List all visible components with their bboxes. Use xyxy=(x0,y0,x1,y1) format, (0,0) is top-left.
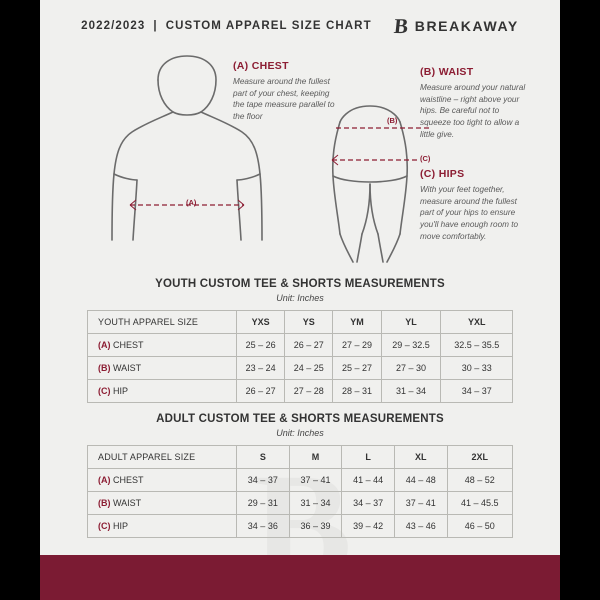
chest-measure-tag: (A) xyxy=(186,198,197,207)
callout-waist xyxy=(420,66,532,140)
adult-row-2-tag: (C) xyxy=(98,521,111,531)
youth-col-3: YM xyxy=(333,311,381,334)
adult-row-0-name: CHEST xyxy=(113,475,144,485)
youth-col-4: YL xyxy=(381,311,441,334)
youth-cell-0-4: 32.5 – 35.5 xyxy=(441,334,513,357)
callout-waist-text: Measure around your natural waistline – right above your hips. Be careful not to squeeze too tight to allow a little give. xyxy=(420,83,526,139)
document-header xyxy=(40,0,560,52)
adult-col-2: M xyxy=(289,446,342,469)
table-row xyxy=(88,380,513,403)
adult-cell-2-0: 34 – 36 xyxy=(237,515,290,538)
adult-col-5: 2XL xyxy=(447,446,512,469)
youth-col-2: YS xyxy=(285,311,333,334)
adult-cell-1-1: 31 – 34 xyxy=(289,492,342,515)
youth-cell-1-1: 24 – 25 xyxy=(285,357,333,380)
adult-row-1-tag: (B) xyxy=(98,498,111,508)
youth-size-table xyxy=(87,310,513,403)
youth-cell-2-2: 28 – 31 xyxy=(333,380,381,403)
adult-cell-0-3: 44 – 48 xyxy=(394,469,447,492)
adult-row-1-label xyxy=(88,492,237,515)
adult-col-4: XL xyxy=(394,446,447,469)
adult-cell-1-0: 29 – 31 xyxy=(237,492,290,515)
brand-name: BREAKAWAY xyxy=(414,18,519,34)
youth-cell-1-4: 30 – 33 xyxy=(441,357,513,380)
youth-col-5: YXL xyxy=(441,311,513,334)
youth-row-1-tag: (B) xyxy=(98,363,111,373)
youth-row-0-tag: (A) xyxy=(98,340,111,350)
youth-row-1-label xyxy=(88,357,237,380)
youth-cell-2-4: 34 – 37 xyxy=(441,380,513,403)
adult-section-title: ADULT CUSTOM TEE & SHORTS MEASUREMENTS xyxy=(156,413,444,425)
adult-cell-0-2: 41 – 44 xyxy=(342,469,395,492)
youth-cell-2-0: 26 – 27 xyxy=(237,380,285,403)
youth-cell-1-3: 27 – 30 xyxy=(381,357,441,380)
adult-row-0-label xyxy=(88,469,237,492)
adult-table-header-row xyxy=(88,446,513,469)
adult-row-2-label xyxy=(88,515,237,538)
table-row xyxy=(88,357,513,380)
callout-waist-title: (B) WAIST xyxy=(420,66,474,78)
adult-cell-2-1: 36 – 39 xyxy=(289,515,342,538)
youth-cell-0-1: 26 – 27 xyxy=(285,334,333,357)
waist-measure-tag: (B) xyxy=(387,116,398,125)
measurement-diagram xyxy=(40,50,560,265)
adult-cell-1-3: 37 – 41 xyxy=(394,492,447,515)
youth-section-subtitle: Unit: Inches xyxy=(276,293,324,303)
callout-hips-title: (C) HIPS xyxy=(420,168,465,180)
table-row xyxy=(88,334,513,357)
youth-row-2-tag: (C) xyxy=(98,386,111,396)
youth-cell-2-1: 27 – 28 xyxy=(285,380,333,403)
adult-row-2-name: HIP xyxy=(113,521,129,531)
table-row xyxy=(88,469,513,492)
adult-col-3: L xyxy=(342,446,395,469)
adult-col-0: ADULT APPAREL SIZE xyxy=(88,446,237,469)
brand-mark-icon: B xyxy=(392,13,410,38)
adult-cell-0-4: 48 – 52 xyxy=(447,469,512,492)
callout-chest-title: (A) CHEST xyxy=(233,60,289,72)
table-row xyxy=(88,492,513,515)
adult-cell-2-3: 43 – 46 xyxy=(394,515,447,538)
header-separator: | xyxy=(153,20,158,32)
youth-cell-0-3: 29 – 32.5 xyxy=(381,334,441,357)
adult-cell-1-2: 34 – 37 xyxy=(342,492,395,515)
youth-cell-1-0: 23 – 24 xyxy=(237,357,285,380)
adult-row-0-tag: (A) xyxy=(98,475,111,485)
adult-cell-2-2: 39 – 42 xyxy=(342,515,395,538)
youth-table-header-row xyxy=(88,311,513,334)
header-year: 2022/2023 xyxy=(81,20,146,32)
adult-cell-0-1: 37 – 41 xyxy=(289,469,342,492)
youth-row-1-name: WAIST xyxy=(113,363,142,373)
youth-cell-0-0: 25 – 26 xyxy=(237,334,285,357)
adult-cell-1-4: 41 – 45.5 xyxy=(447,492,512,515)
youth-cell-2-3: 31 – 34 xyxy=(381,380,441,403)
adult-size-table xyxy=(87,445,513,538)
callout-chest xyxy=(233,60,338,123)
youth-row-2-label xyxy=(88,380,237,403)
footer-band xyxy=(40,555,560,600)
youth-row-0-label xyxy=(88,334,237,357)
page-title: CUSTOM APPAREL SIZE CHART xyxy=(165,20,372,32)
youth-col-0: YOUTH APPAREL SIZE xyxy=(88,311,237,334)
youth-row-0-name: CHEST xyxy=(113,340,144,350)
callout-hips xyxy=(420,168,532,242)
size-chart-sheet xyxy=(40,0,560,600)
callout-hips-text: With your feet together, measure around the fullest part of your hips to ensure you'll have enough room to move comfortably. xyxy=(420,185,519,241)
youth-cell-1-2: 25 – 27 xyxy=(333,357,381,380)
table-row xyxy=(88,515,513,538)
adult-col-1: S xyxy=(237,446,290,469)
youth-cell-0-2: 27 – 29 xyxy=(333,334,381,357)
callout-chest-text: Measure around the fullest part of your chest, keeping the tape measure parallel to the floor xyxy=(233,77,335,121)
adult-row-1-name: WAIST xyxy=(113,498,142,508)
adult-section-subtitle: Unit: Inches xyxy=(276,428,324,438)
youth-col-1: YXS xyxy=(237,311,285,334)
youth-row-2-name: HIP xyxy=(113,386,129,396)
hips-measure-tag: (C) xyxy=(420,154,431,163)
adult-cell-0-0: 34 – 37 xyxy=(237,469,290,492)
youth-section-title: YOUTH CUSTOM TEE & SHORTS MEASUREMENTS xyxy=(155,278,445,290)
adult-cell-2-4: 46 – 50 xyxy=(447,515,512,538)
brand-logo xyxy=(392,13,519,38)
